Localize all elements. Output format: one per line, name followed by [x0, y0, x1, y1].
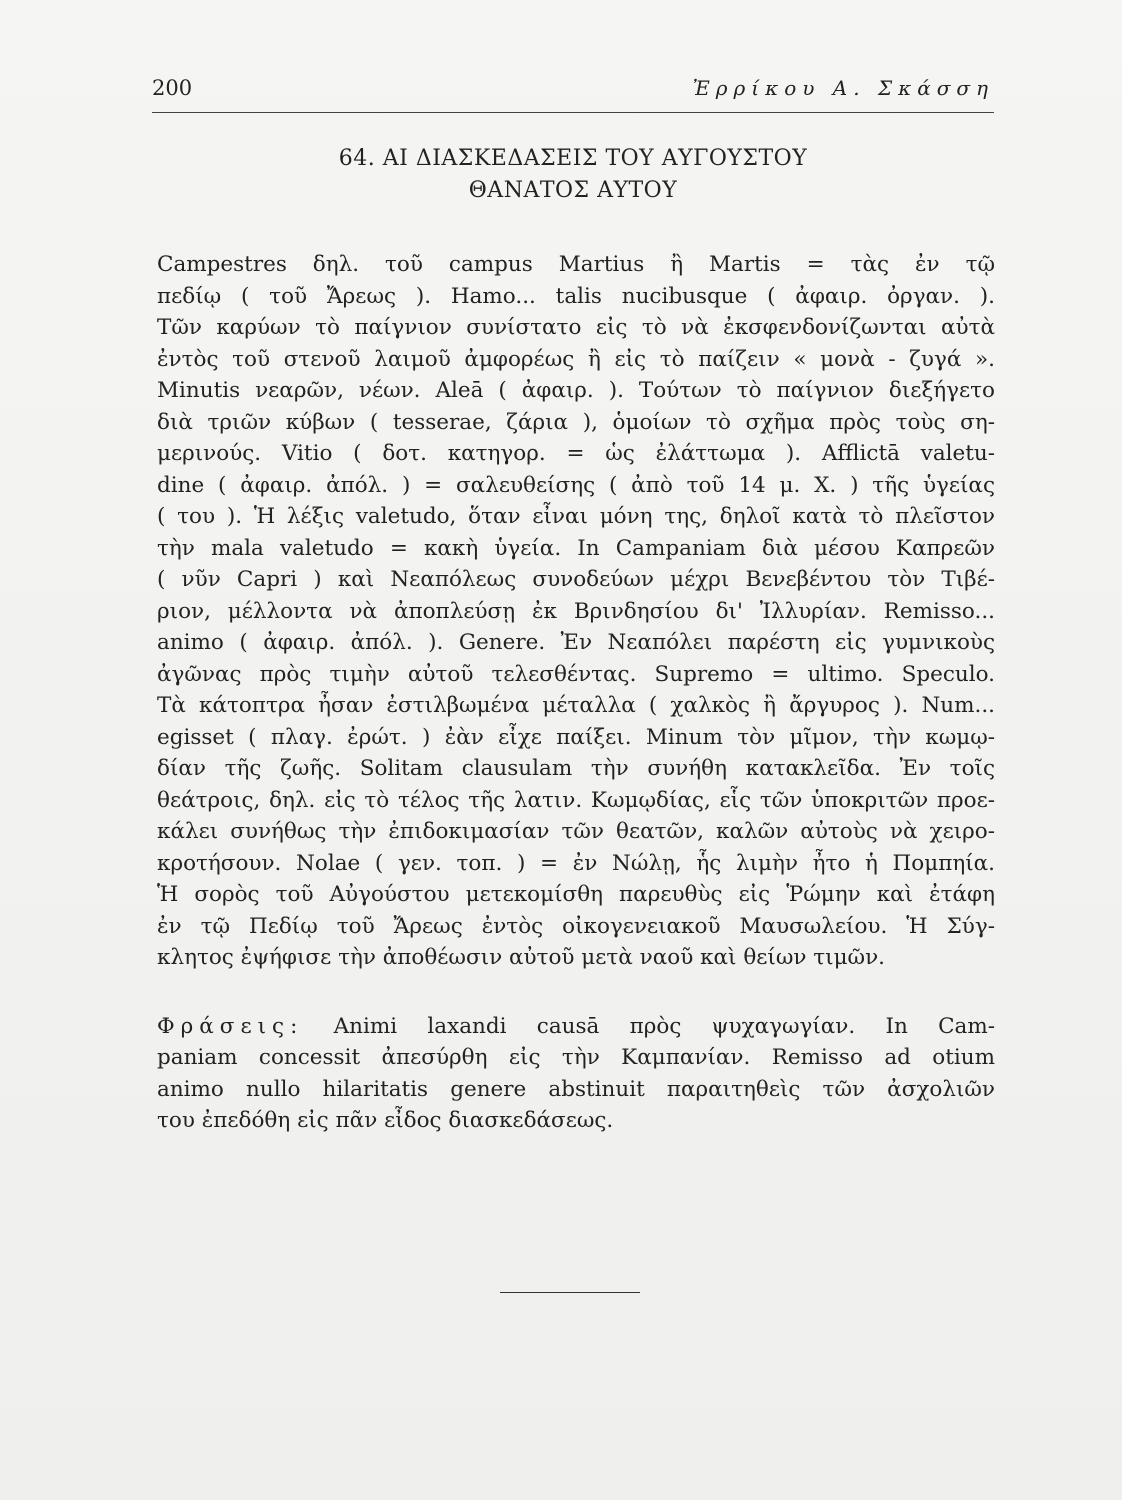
header-rule	[152, 112, 994, 113]
body-line: τὴν mala valetudo = κακὴ ὑγεία. In Campaniam διὰ μέσου Καπρεῶν	[157, 536, 995, 561]
running-head: Ἐρρίκου Α. Σκάσση	[692, 76, 994, 100]
body-line: animo ( ἀφαιρ. ἀπόλ. ). Genere. Ἐν Νεαπόλει παρέστη εἰς γυμνικοὺς	[157, 630, 995, 655]
body-line: κλητος ἐψήφισε τὴν ἀποθέωσιν αὐτοῦ μετὰ ναοῦ καὶ θείων τιμῶν.	[157, 945, 885, 970]
chapter-title: 64. ΑΙ ΔΙΑΣΚΕΔΑΣΕΙΣ ΤΟΥ ΑΥΓΟΥΣΤΟΥ	[338, 146, 808, 171]
page-header	[152, 76, 994, 104]
page-number: 200	[152, 76, 193, 100]
body-line: μερινούς. Vitio ( δοτ. κατηγορ. = ὡς ἐλάττωμα ). Afflictā valetu-	[157, 441, 995, 466]
phrases-line: του ἐπεδόθη εἰς πᾶν εἶδος διασκεδάσεως.	[157, 1108, 614, 1133]
phrases-text: Animi laxandi causā πρὸς ψυχαγωγίαν. In Cam-	[333, 1014, 995, 1039]
body-line: Campestres δηλ. τοῦ campus Martius ἢ Martis = τὰς ἐν τῷ	[157, 252, 995, 277]
body-line: ( του ). Ἡ λέξις valetudo, ὅταν εἶναι μόνη της, δηλοῖ κατὰ τὸ πλεῖστον	[157, 504, 995, 529]
body-line: ἐν τῷ Πεδίῳ τοῦ Ἄρεως ἐντὸς οἰκογενειακοῦ Μαυσωλείου. Ἡ Σύγ-	[157, 914, 995, 939]
body-line: κάλει συνήθως τὴν ἐπιδοκιμασίαν τῶν θεατῶν, καλῶν αὐτοὺς νὰ χειρο-	[157, 819, 995, 844]
body-line: ριον, μέλλοντα νὰ ἀποπλεύσῃ ἐκ Βρινδησίου δι' Ἰλλυρίαν. Remisso...	[157, 599, 995, 624]
body-line: δίαν τῆς ζωῆς. Solitam clausulam τὴν συνήθη κατακλεῖδα. Ἐν τοῖς	[157, 756, 995, 781]
body-line: ἀγῶνας πρὸς τιμὴν αὐτοῦ τελεσθέντας. Supremo = ultimo. Speculo.	[157, 662, 995, 687]
body-line: Ἡ σορὸς τοῦ Αὐγούστου μετεκομίσθη παρευθὺς εἰς Ῥώμην καὶ ἐτάφη	[157, 882, 995, 907]
body-line: ( νῦν Capri ) καὶ Νεαπόλεως συνοδεύων μέχρι Βενεβέντου τὸν Τιβέ-	[157, 567, 995, 592]
body-line: κροτήσουν. Nolae ( γεν. τοπ. ) = ἐν Νώλῃ, ἧς λιμὴν ἦτο ἡ Πομπηία.	[157, 851, 995, 876]
body-line: dine ( ἀφαιρ. ἀπόλ. ) = σαλευθείσης ( ἀπὸ τοῦ 14 μ. Χ. ) τῆς ὑγείας	[157, 473, 995, 498]
body-line: egisset ( πλαγ. ἐρώτ. ) ἐὰν εἶχε παίξει. Minum τὸν μῖμον, τὴν κωμῳ-	[157, 725, 995, 750]
body-line: Τῶν καρύων τὸ παίγνιον συνίστατο εἰς τὸ νὰ ἐκσφενδονίζωνται αὐτὰ	[157, 315, 995, 340]
body-line: διὰ τριῶν κύβων ( tesserae, ζάρια ), ὁμοίων τὸ σχῆμα πρὸς τοὺς ση-	[157, 410, 995, 435]
phrases-line: animo nullo hilaritatis genere abstinuit παραιτηθεὶς τῶν ἀσχολιῶν	[157, 1077, 995, 1102]
body-line: Minutis νεαρῶν, νέων. Aleā ( ἀφαιρ. ). Τούτων τὸ παίγνιον διεξήγετο	[157, 378, 995, 403]
body-line: θεάτροις, δηλ. εἰς τὸ τέλος τῆς λατιν. Κωμῳδίας, εἷς τῶν ὑποκριτῶν προε-	[157, 788, 995, 813]
end-rule	[500, 1292, 640, 1293]
body-line: ἐντὸς τοῦ στενοῦ λαιμοῦ ἀμφορέως ἢ εἰς τὸ παίζειν « μονὰ - ζυγά ».	[157, 347, 995, 372]
body-line: Τὰ κάτοπτρα ἦσαν ἐστιλβωμένα μέταλλα ( χαλκὸς ἢ ἄργυρος ). Num...	[157, 693, 995, 718]
body-line: πεδίῳ ( τοῦ Ἄρεως ). Hamo... talis nucibusque ( ἀφαιρ. ὀργαν. ).	[157, 284, 995, 309]
chapter-subtitle: ΘΑΝΑΤΟΣ ΑΥΤΟΥ	[468, 178, 678, 203]
phrases-line	[157, 1012, 995, 1042]
phrases-label: Φράσεις:	[157, 1014, 304, 1039]
phrases-line: paniam concessit ἀπεσύρθη εἰς τὴν Καμπανίαν. Remisso ad otium	[157, 1045, 995, 1070]
